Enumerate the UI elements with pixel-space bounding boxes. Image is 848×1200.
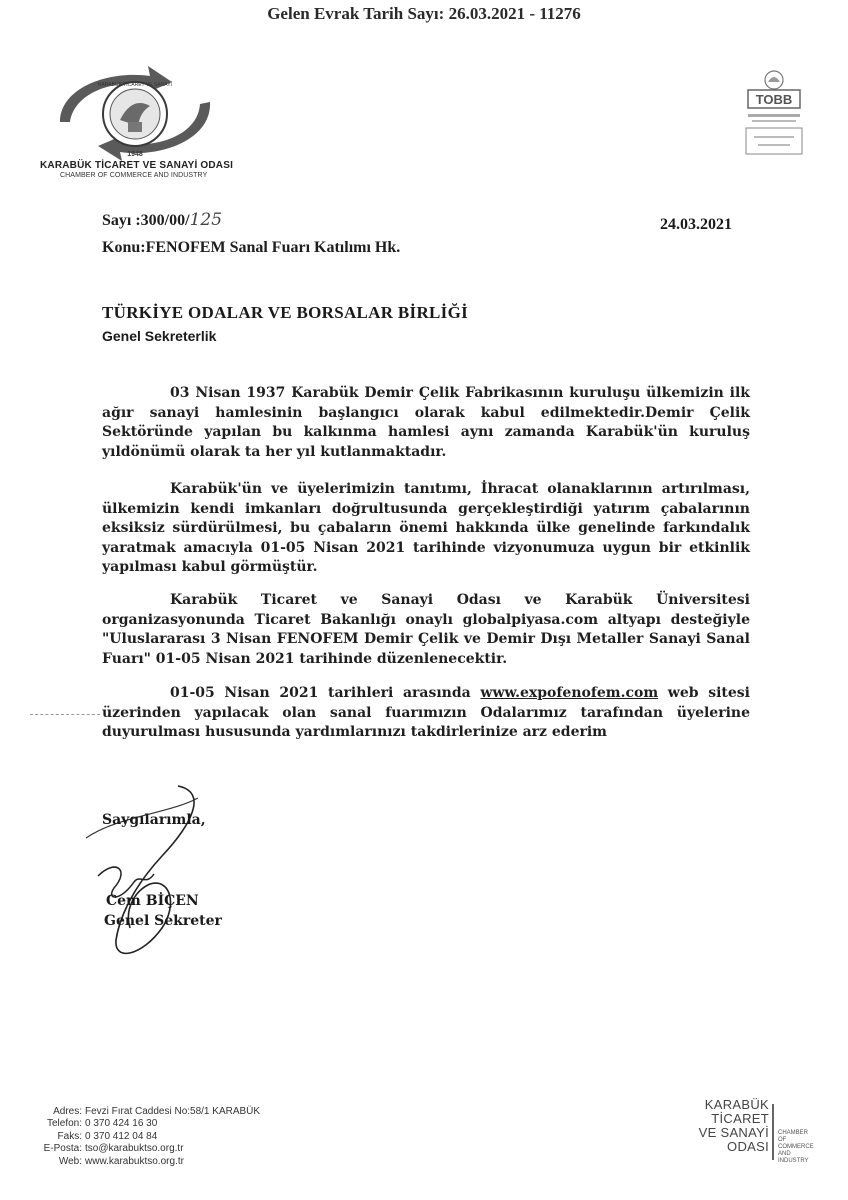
closing-salutation: Saygılarımla, xyxy=(102,812,206,828)
wordmark-line-2: TİCARET xyxy=(711,1111,769,1126)
wordmark-english xyxy=(778,1130,814,1165)
chamber-name: KARABÜK TİCARET VE SANAYİ ODASI xyxy=(40,160,234,171)
tobb-logo xyxy=(738,68,810,160)
recipient-organization: TÜRKİYE ODALAR VE BORSALAR BİRLİĞİ xyxy=(102,303,469,322)
svg-text:KARABÜK TİCARET VE SANAYİ: KARABÜK TİCARET VE SANAYİ xyxy=(98,82,172,88)
wordmark-sub-5: INDUSTRY xyxy=(778,1158,809,1164)
contact-info xyxy=(20,1106,260,1168)
wordmark-line-1: KARABÜK xyxy=(704,1097,769,1112)
svg-text:1948: 1948 xyxy=(127,151,143,158)
subject-line: Konu:FENOFEM Sanal Fuarı Katılımı Hk. xyxy=(102,239,401,256)
svg-text:TOBB: TOBB xyxy=(755,92,793,107)
wordmark-sub-2: OF xyxy=(778,1137,787,1143)
contact-row-address xyxy=(20,1106,260,1118)
body-paragraph-2 xyxy=(102,480,750,578)
signer-title: Genel Sekreter xyxy=(104,913,222,929)
body-paragraph-1 xyxy=(102,384,750,462)
expo-website-link[interactable]: www.expofenofem.com xyxy=(480,685,659,701)
wordmark-sub-4: AND xyxy=(778,1151,791,1157)
paragraph-4-text-end: web sitesi üzerinden yapılacak olan sanal fuarımızın Odalarımız tarafından üyelerine duyurulması hususunda yardımlarınızı takdirlerinize arz ederim xyxy=(102,685,750,740)
incoming-record-stamp: Gelen Evrak Tarih Sayı: 26.03.2021 - 11276 xyxy=(267,4,581,23)
chamber-name-english: CHAMBER OF COMMERCE AND INDUSTRY xyxy=(60,172,208,179)
fax-value: 0 370 412 04 84 xyxy=(85,1130,158,1142)
contact-row-web xyxy=(20,1156,260,1168)
paragraph-2-text: Karabük'ün ve üyelerimizin tanıtımı, İhracat olanaklarının artırılması, ülkemizin kendi imkanları doğrultusunda gerçekleştirdiği yatırım çabalarının eksiksiz sürdürülmesi, bu çabaların önemi hakkında ülke genelinde farkındalık yaratmak amacıyla 01-05 Nisan 2021 tarihinde vizyonumuza uygun bir etkinlik yapılması kabul görmüştür. xyxy=(102,481,750,575)
address-label: Adres: xyxy=(53,1106,82,1117)
body-paragraph-3 xyxy=(102,591,750,669)
footer-wordmark-logo xyxy=(686,1098,836,1168)
fax-label: Faks: xyxy=(57,1130,82,1142)
letter-date: 24.03.2021 xyxy=(660,216,732,233)
email-label: E-Posta: xyxy=(43,1143,82,1155)
signer-name: Cem BİÇEN xyxy=(106,893,199,909)
email-value[interactable]: tso@karabuktso.org.tr xyxy=(85,1143,184,1155)
paragraph-3-text: Karabük Ticaret ve Sanayi Odası ve Karabük Üniversitesi organizasyonunda Ticaret Bakanlığı onaylı globalpiyasa.com altyapı desteğiyle "Uluslararası 3 Nisan FENOFEM Demir Çelik ve Demir Dışı Metaller Sanayi Sanal Fuarı" 01-05 Nisan 2021 tarihinde düzenlenecektir. xyxy=(102,592,750,667)
address-value: Fevzi Fırat Caddesi No:58/1 KARABÜK xyxy=(85,1106,261,1117)
chamber-emblem-logo xyxy=(40,62,230,162)
handwritten-number: 125 xyxy=(189,210,223,230)
web-label: Web: xyxy=(58,1155,82,1167)
wordmark-line-3: VE SANAYİ xyxy=(698,1125,769,1140)
body-paragraph-4 xyxy=(102,684,750,743)
phone-value: 0 370 424 16 30 xyxy=(85,1118,158,1130)
recipient-department: Genel Sekreterlik xyxy=(102,328,217,344)
paragraph-4-text-start: 01-05 Nisan 2021 tarihleri arasında xyxy=(170,685,481,701)
wordmark-sub-1: CHAMBER xyxy=(778,1130,809,1136)
wordmark-divider xyxy=(772,1104,774,1160)
reference-number xyxy=(102,210,222,230)
phone-label: Telefon: xyxy=(46,1118,82,1130)
contact-row-email xyxy=(20,1143,260,1155)
wordmark-line-4: ODASI xyxy=(727,1139,769,1154)
reference-number-label: Sayı :300/00/ xyxy=(102,212,190,229)
paragraph-1-text: 03 Nisan 1937 Karabük Demir Çelik Fabrikasının kuruluşu ülkemizin ilk ağır sanayi hamlesinin başlangıcı olarak kabul edilmektedir.Demir Çelik Sektöründe yapılan bu kalkınma hamlesi aynı zamanda Karabük'ün kuruluş yıldönümü olarak ta her yıl kutlanmaktadır. xyxy=(102,385,750,460)
contact-row-fax xyxy=(20,1131,260,1143)
handwritten-signature xyxy=(58,778,238,968)
margin-mark xyxy=(30,714,100,715)
wordmark-sub-3: COMMERCE xyxy=(778,1144,814,1150)
contact-row-phone xyxy=(20,1118,260,1130)
web-value[interactable]: www.karabuktso.org.tr xyxy=(85,1155,184,1167)
footer-wordmark-text xyxy=(699,1098,769,1154)
